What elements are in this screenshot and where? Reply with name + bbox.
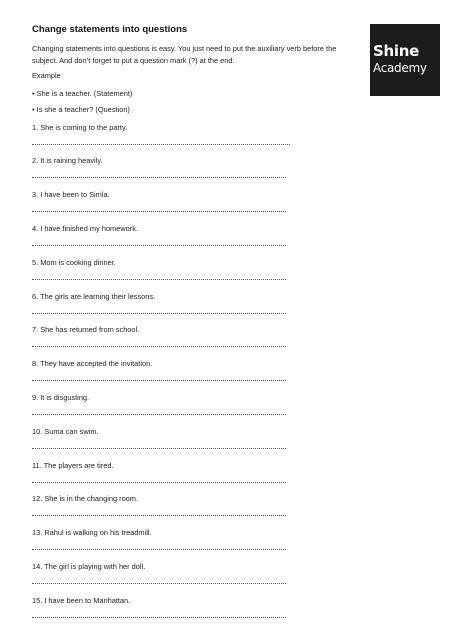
question-5: 5. Mom is cooking dinner. xyxy=(32,258,116,267)
question-10: 10. Suma can swim. xyxy=(32,427,99,436)
answer-line-2[interactable] xyxy=(32,177,286,178)
example-statement: • She is a teacher. (Statement) xyxy=(32,89,133,98)
question-3: 3. I have been to Simla. xyxy=(32,190,110,199)
question-7: 7. She has returned from school. xyxy=(32,325,140,334)
logo-text-academy: Academy xyxy=(373,61,427,75)
answer-line-5[interactable] xyxy=(32,279,286,280)
answer-line-1[interactable] xyxy=(32,144,290,145)
question-4: 4. I have finished my homework. xyxy=(32,224,138,233)
answer-line-10[interactable] xyxy=(32,448,286,449)
answer-line-3[interactable] xyxy=(32,211,286,212)
question-1: 1. She is coming to the party. xyxy=(32,123,128,132)
answer-line-4[interactable] xyxy=(32,245,286,246)
question-12: 12. She is in the changing room. xyxy=(32,494,138,503)
answer-line-13[interactable] xyxy=(32,549,286,550)
intro-paragraph: Changing statements into questions is easy. You just need to put the auxiliary verb before the subject. And don’t forget to put a question mark (?) at the end. xyxy=(32,44,337,65)
answer-line-14[interactable] xyxy=(32,583,286,584)
answer-line-12[interactable] xyxy=(32,515,286,516)
question-13: 13. Rahul is walking on his treadmill. xyxy=(32,528,152,537)
question-11: 11. The players are tired. xyxy=(32,461,114,470)
question-8: 8. They have accepted the invitation. xyxy=(32,359,153,368)
answer-line-7[interactable] xyxy=(32,346,286,347)
shine-academy-logo xyxy=(370,24,440,96)
question-9: 9. It is disgusting. xyxy=(32,393,90,402)
answer-line-6[interactable] xyxy=(32,313,286,314)
question-14: 14. The girl is playing with her doll. xyxy=(32,562,146,571)
question-2: 2. It is raining heavily. xyxy=(32,156,103,165)
answer-line-9[interactable] xyxy=(32,414,286,415)
answer-line-8[interactable] xyxy=(32,380,286,381)
logo-text-shine: Shine xyxy=(373,42,419,60)
answer-line-11[interactable] xyxy=(32,482,286,483)
answer-line-15[interactable] xyxy=(32,617,286,618)
worksheet-title: Change statements into questions xyxy=(32,24,188,35)
example-question: • Is she a teacher? (Question) xyxy=(32,105,130,114)
question-15: 15. I have been to Manhattan. xyxy=(32,596,131,605)
example-label: Example xyxy=(32,71,61,80)
question-6: 6. The girls are learning their lessons. xyxy=(32,292,156,301)
